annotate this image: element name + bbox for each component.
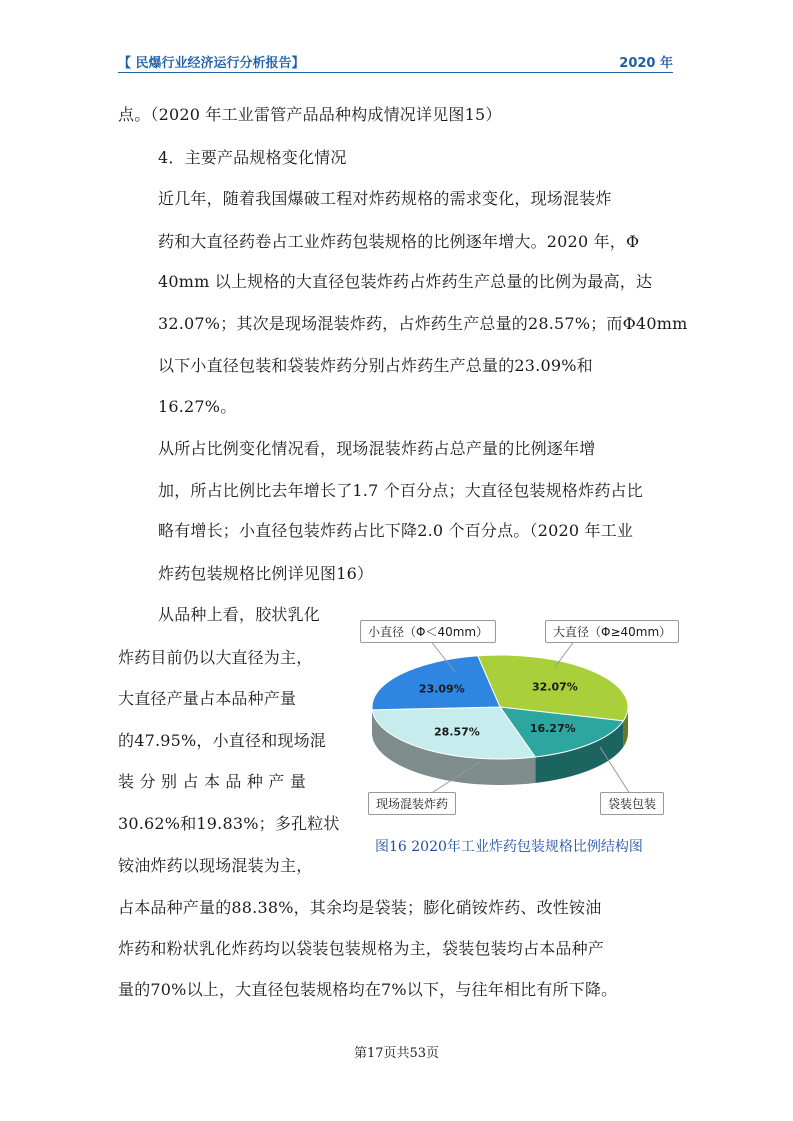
callout-small-diameter: 小直径（Φ＜40mm） [360,620,496,643]
callout-onsite-mixed: 现场混装炸药 [368,792,456,815]
text-line: 装 分 别 占 本 品 种 产 量 [118,772,307,791]
text-line: 加，所占比例比去年增长了1.7 个百分点；大直径包装规格炸药占比 [158,481,643,500]
text-line: 从所占比例变化情况看，现场混装炸药占总产量的比例逐年增 [158,439,596,458]
pie-value-label: 28.57% [434,725,480,739]
text-line: 占本品种产量的88.38%，其余均是袋装；膨化硝铵炸药、改性铵油 [118,898,602,917]
text-line: 炸药目前仍以大直径为主， [118,648,313,667]
callout-large-diameter: 大直径（Φ≥40mm） [545,620,679,643]
text-line: 从品种上看，胶状乳化 [158,605,321,624]
text-line: 药和大直径药卷占工业炸药包装规格的比例逐年增大。2020 年，Φ [158,232,640,251]
page-number: 第17页共53页 [353,1046,440,1061]
text-line: 近几年，随着我国爆破工程对炸药规格的需求变化，现场混装炸 [158,189,612,208]
pie-value-label: 23.09% [418,682,465,696]
header-year: 2020 年 [619,56,673,71]
text-line: 30.62%和19.83%；多孔粒状 [118,814,340,833]
pie-chart [360,612,670,832]
text-line: 略有增长；小直径包装炸药占比下降2.0 个百分点。（2020 年工业 [158,521,634,540]
text-line: 量的70%以上，大直径包装规格均在7%以下，与往年相比有所下降。 [118,980,618,999]
text-line: 点。（2020 年工业雷管产品品种构成情况详见图15） [118,105,502,124]
text-line: 40mm 以上规格的大直径包装炸药占炸药生产总量的比例为最高，达 [158,272,653,291]
text-line: 的47.95%，小直径和现场混 [118,731,327,750]
text-line: 炸药和粉状乳化炸药均以袋装包装规格为主，袋装包装均占本品种产 [118,939,605,958]
text-line: 炸药包装规格比例详见图16） [158,564,374,583]
pie-value-label: 16.27% [529,722,576,736]
section-heading: 4．主要产品规格变化情况 [158,148,347,167]
figure-caption: 图16 2020年工业炸药包装规格比例结构图 [375,839,643,855]
callout-bagged: 袋装包装 [600,792,664,815]
pie-value-label: 32.07% [532,680,578,694]
text-line: 16.27%。 [158,397,237,416]
text-line: 以下小直径包装和袋装炸药分别占炸药生产总量的23.09%和 [158,356,593,375]
text-line: 铵油炸药以现场混装为主， [118,856,313,875]
header-divider [118,72,673,73]
text-line: 大直径产量占本品种产量 [118,689,297,708]
report-title-header: 【 民爆行业经济运行分析报告】 [118,56,305,71]
text-line: 32.07%；其次是现场混装炸药，占炸药生产总量的28.57%；而Φ40mm [158,314,688,333]
